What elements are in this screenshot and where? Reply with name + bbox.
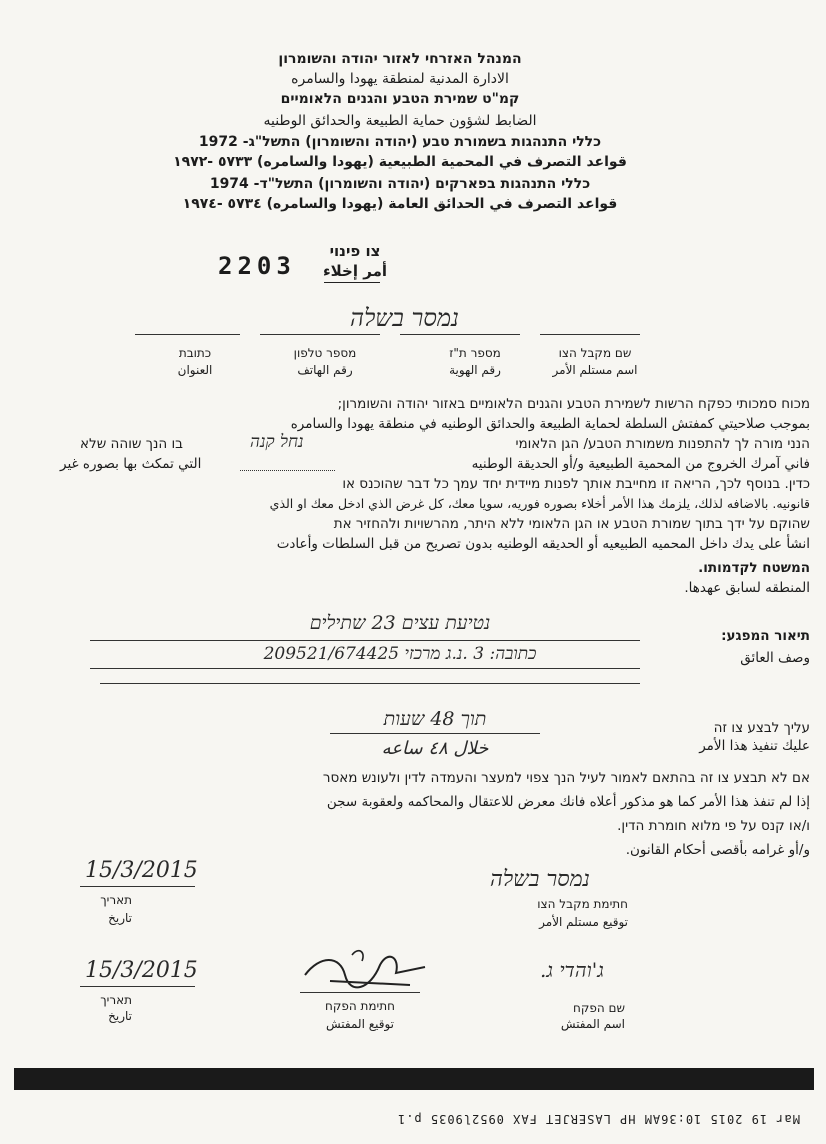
inspector-signature-image xyxy=(300,945,430,997)
recipient-sig-label-ar: توقيع مستلم الأمر xyxy=(539,915,628,929)
label-phone-he: מספר טלפון xyxy=(293,346,357,360)
deadline-label-ar: عليك تنفيذ هذا الأمر xyxy=(699,738,810,754)
header-line-3: קמ"ט שמירת הטבע והגנים הלאומיים xyxy=(280,91,520,107)
order-number: 2203 xyxy=(218,252,296,280)
inspector-name-label-he: שם הפקח xyxy=(573,1001,625,1015)
date-2-handwritten: 15/3/2015 xyxy=(85,958,198,983)
body-line-2: بموجب صلاحيتي كمفتش السلطة لحماية الطبيعة والحدائق الوطنيه في منطقة يهودا والسامره xyxy=(290,416,810,432)
date-1-handwritten: 15/3/2015 xyxy=(85,858,198,883)
body-line-1: מכוח סמכותי כפקח הרשות לשמירת הטבע והגנים הלאומיים באזור יהודה והשומרון; xyxy=(337,396,810,412)
offense-line-2 xyxy=(90,668,640,669)
order-title-he: צו פינוי xyxy=(329,242,381,260)
recipient-id-line xyxy=(400,334,520,335)
date-1-line xyxy=(80,886,195,887)
label-address-ar: العنوان xyxy=(177,363,213,377)
label-recipient-name-ar: اسم مستلم الأمر xyxy=(552,363,638,377)
body-line-9: המשטח לקדמותו. xyxy=(698,560,810,576)
header-line-6: قواعد التصرف في المحمية الطبيعية (يهودا والسامره) ٥٧٣٣ -١٩٧٢ xyxy=(173,154,627,170)
recipient-phone-line xyxy=(260,334,380,335)
label-id-he: מספר ת"ז xyxy=(449,346,501,360)
fax-footer: Mar 19 2015 10:36AM HP LASERJET FAX 0952l9035 p.1 xyxy=(396,1112,800,1126)
body-line-8: انشأ على يدك داخل المحميه الطبيعيه أو الحديقه الوطنيه بدون تصريح من قبل السلطات وأعادت xyxy=(276,536,810,552)
label-address-he: כתובת xyxy=(178,346,212,360)
recipient-address-line xyxy=(135,334,240,335)
recipient-name-handwritten: נמסר בשלה xyxy=(350,304,459,332)
offense-label-he: תיאור המפגע: xyxy=(721,628,810,644)
deadline-label-he: עליך לבצע צו זה xyxy=(713,720,810,736)
recipient-sig-label-he: חתימת מקבל הצו xyxy=(537,897,628,911)
inspector-name-label-ar: اسم المفتش xyxy=(560,1017,625,1031)
date-2-line xyxy=(80,986,195,987)
deadline-line xyxy=(330,733,540,734)
label-recipient-name-he: שם מקבל הצו xyxy=(558,346,632,360)
place-handwritten: נחל קנה xyxy=(250,432,304,452)
inspector-signature-line xyxy=(300,992,420,993)
body-line-7: שהוקם על ידך בתוך שמורת הטבע או הגן הלאומי ללא היתר, מהרשויות ולהחזיר את xyxy=(333,516,810,532)
body-line-6: قانونيه. بالاضافه لذلك، يلزمك هذا الأمر أخلاء بصوره فوريه، سويا معك، كل غرض الذي ادخل معك او الذي xyxy=(269,496,810,511)
body-line-10: المنطقه لسابق عهدها. xyxy=(684,580,810,596)
offense-line-1 xyxy=(90,640,640,641)
inspector-sig-label-ar: توقيع المفتش xyxy=(325,1017,394,1031)
date-1-label-ar: تاريخ xyxy=(108,911,132,925)
deadline-handwritten-1: תוך 48 שעות xyxy=(383,708,487,730)
recipient-signature: נמסר בשלה xyxy=(490,867,590,892)
place-dotted-line xyxy=(240,470,335,471)
header-line-1: המנהל האזרחי לאזור יהודה והשומרון xyxy=(278,51,522,67)
offense-label-ar: وصف العائق xyxy=(740,650,810,666)
warning-line-3: ו/או קנס על פי מלוא חומרת הדין. xyxy=(617,818,810,834)
offense-handwritten-1: נטיעת עצים 23 שתילים xyxy=(309,612,491,634)
date-2-label-he: תאריך xyxy=(100,993,132,1007)
header-line-4: الضابط لشؤون حماية الطبيعة والحدائق الوطنيه xyxy=(263,113,537,129)
recipient-name-line xyxy=(540,334,640,335)
date-1-label-he: תאריך xyxy=(100,893,132,907)
body-line-3-suffix: בו הנך שוהה שלא xyxy=(80,436,183,452)
body-line-3: הנני מורה לך להתפנות משמורת הטבע/ הגן הלאומי xyxy=(515,436,810,452)
offense-line-3 xyxy=(100,683,640,684)
warning-line-1: אם לא תבצע צו זה בהתאם לאמור לעיל הנך צפוי למעצר והעמדה לדין ולעונש מאסר xyxy=(322,770,810,786)
inspector-name-handwritten: ג'והדי ג. xyxy=(540,958,604,982)
date-2-label-ar: تاريخ xyxy=(108,1009,132,1023)
warning-line-2: إذا لم تنفذ هذا الأمر كما هو مذكور أعلاه فانك معرض للاعتقال والمحاكمه ولعقوبة سجن xyxy=(326,794,810,810)
deadline-handwritten-2: خلال ٤٨ ساعه xyxy=(381,738,489,759)
body-line-4: فاني آمرك الخروج من المحمية الطبيعية و/أو الحديقة الوطنيه xyxy=(471,456,810,472)
header-line-8: قواعد التصرف في الحدائق العامة (يهودا والسامره) ٥٧٣٤ -١٩٧٤ xyxy=(182,196,618,212)
label-id-ar: رقم الهوية xyxy=(449,363,501,377)
inspector-sig-label-he: חתימת הפקח xyxy=(325,999,395,1013)
header-line-2: الادارة المدنية لمنطقة يهودا والسامره xyxy=(291,71,509,87)
order-title-underline xyxy=(324,282,380,283)
header-line-7: כללי התנהגות בפארקים (יהודה והשומרון) התשל"ד- 1974 xyxy=(209,176,591,192)
header-line-5: כללי התנהגות בשמורת טבע (יהודה והשומרון) התשל"ג- 1972 xyxy=(198,134,602,150)
fax-scan-bar xyxy=(14,1068,814,1090)
body-line-5: כדין. בנוסף לכך, הריאה זו מחייבת אותך לפנות מיידית יחד עמך כל דבר שהוכנס או xyxy=(342,476,810,492)
body-line-4-suffix: التي تمكث بها بصوره غير xyxy=(60,456,202,472)
order-title-ar: أمر إخلاء xyxy=(323,262,387,280)
offense-handwritten-2: כתובה: 3 .נ.ג מרכזי 209521/674425 xyxy=(263,644,537,664)
warning-line-4: و/أو غرامه بأقصى أحكام القانون. xyxy=(625,842,810,858)
label-phone-ar: رقم الهاتف xyxy=(297,363,353,377)
